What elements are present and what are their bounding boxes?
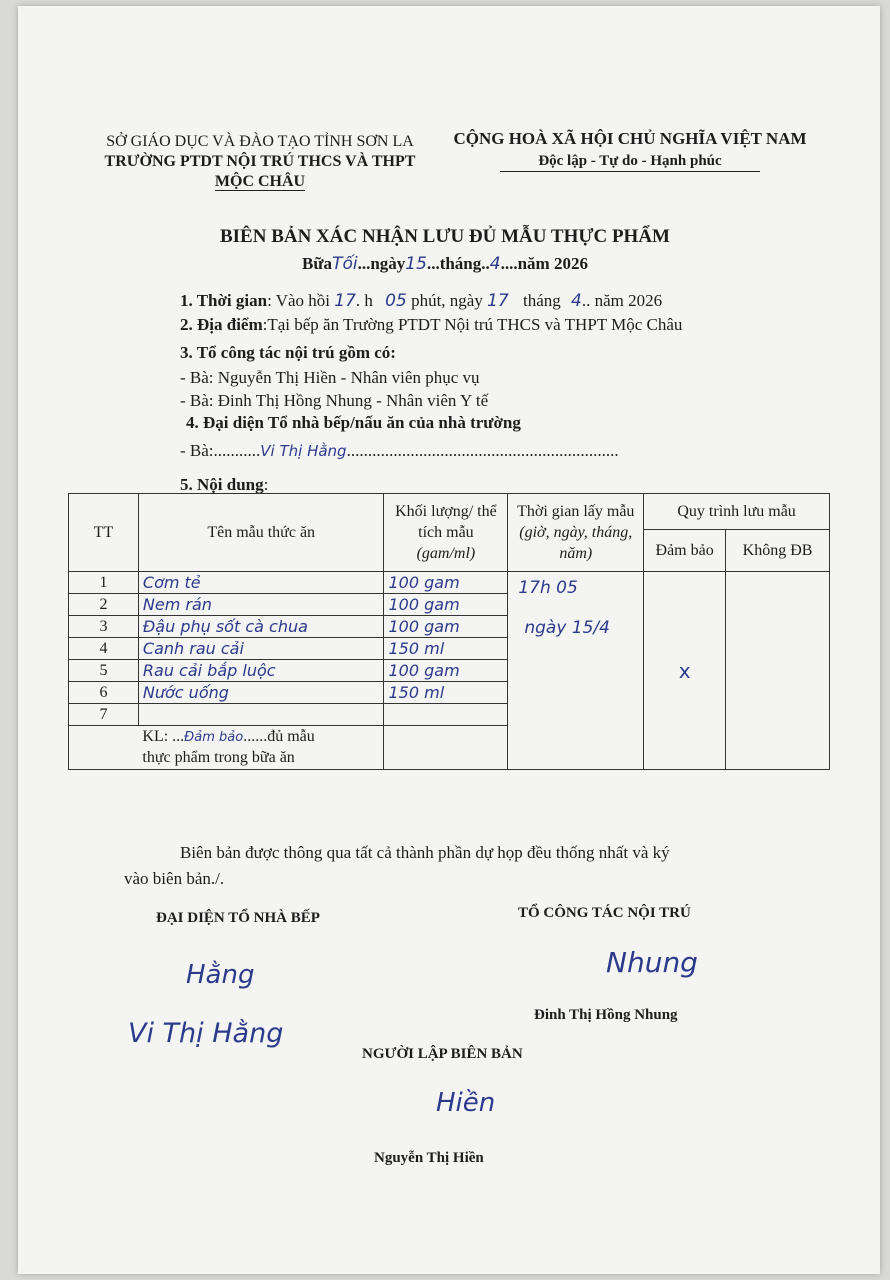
- row-weight: 150 ml: [384, 638, 508, 660]
- row-tt: 5: [69, 660, 139, 682]
- recorder-signer-name: Nguyễn Thị Hiền: [374, 1150, 484, 1166]
- sample-table: [68, 493, 830, 770]
- kitchen-rep-name: Vi Thị Hằng: [260, 442, 347, 460]
- recorder-sign-title: NGƯỜI LẬP BIÊN BẢN: [362, 1046, 523, 1062]
- time-hour: 17: [334, 291, 356, 311]
- col-header-time-text: Thời gian lấy mẫu: [517, 503, 635, 520]
- meal-value: Tối: [332, 254, 358, 274]
- conclusion-prefix: KL: ...: [142, 728, 185, 745]
- boarding-signer-name: Đinh Thị Hồng Nhung: [534, 1007, 678, 1023]
- row-tt: 6: [69, 682, 139, 704]
- time-minute: 05: [385, 291, 407, 311]
- time-text-c: phút, ngày: [411, 291, 483, 310]
- conclusion-line-1: [142, 727, 379, 748]
- row-weight: 100 gam: [384, 660, 508, 682]
- ok-cell: [644, 572, 726, 770]
- conclusion-blank: [69, 726, 139, 770]
- col-header-weight-text: Khối lượng/ thể tích mẫu: [395, 503, 497, 541]
- national-title: CỘNG HOÀ XÃ HỘI CHỦ NGHĨA VIỆT NAM: [453, 129, 807, 148]
- closing-line-2: vào biên bản./.: [124, 869, 225, 888]
- row-tt: 2: [69, 594, 139, 616]
- section-time: [180, 290, 662, 312]
- row-weight: 100 gam: [384, 616, 508, 638]
- team-member: - Bà: Nguyễn Thị Hiền - Nhân viên phục vụ: [180, 368, 480, 387]
- recorder-signature: Hiền: [436, 1088, 496, 1118]
- col-header-notok: Không ĐB: [726, 530, 830, 572]
- kitchen-rep-line: [180, 440, 619, 462]
- meal-day: 15: [405, 254, 427, 274]
- issuer-header: [60, 132, 460, 192]
- row-name: Cơm tẻ: [138, 572, 384, 594]
- issuer-school: TRƯỜNG PTDT NỘI TRÚ THCS VÀ THPT: [104, 153, 416, 170]
- conclusion-value: Đảm bảo: [184, 730, 244, 745]
- section-location-label: 2. Địa điểm: [180, 315, 263, 334]
- row-name: [138, 704, 384, 726]
- row-tt: 7: [69, 704, 139, 726]
- col-header-ok: Đảm bảo: [644, 530, 726, 572]
- meal-month-label: ...tháng..: [426, 254, 490, 273]
- col-header-name: Tên mẫu thức ăn: [138, 494, 384, 572]
- closing-line-1: Biên bản được thông qua tất cả thành phần dự họp đều thống nhất và ký: [180, 843, 670, 862]
- time-text-a: : Vào hồi: [267, 291, 331, 310]
- conclusion-cell: [138, 726, 384, 770]
- meal-day-label: ...ngày: [357, 254, 406, 273]
- issuer-location: MỘC CHÂU: [214, 173, 306, 190]
- section-time-label: 1. Thời gian: [180, 291, 268, 310]
- section-team-label: 3. Tổ công tác nội trú gồm có:: [180, 343, 396, 362]
- row-name: Rau cải bắp luộc: [138, 660, 384, 682]
- row-weight: 150 ml: [384, 682, 508, 704]
- row-tt: 3: [69, 616, 139, 638]
- row-weight: 100 gam: [384, 572, 508, 594]
- time-day: 17: [487, 291, 509, 311]
- section-kitchen-label: 4. Đại diện Tổ nhà bếp/nấu ăn của nhà trường: [186, 413, 521, 432]
- row-weight: [384, 704, 508, 726]
- ok-check-mark: x: [678, 658, 691, 683]
- meal-line: [0, 254, 890, 274]
- time-month: 4: [571, 291, 582, 311]
- row-name: Đậu phụ sốt cà chua: [138, 616, 384, 638]
- conclusion-line-2: thực phẩm trong bữa ăn: [142, 749, 295, 766]
- boarding-signature: Nhung: [606, 946, 698, 979]
- row-name: Canh rau cải: [138, 638, 384, 660]
- row-name: Nem rán: [138, 594, 384, 616]
- row-weight: 100 gam: [384, 594, 508, 616]
- document-title: BIÊN BẢN XÁC NHẬN LƯU ĐỦ MẪU THỰC PHẨM: [219, 226, 670, 247]
- time-text-e: .. năm 2026: [581, 291, 663, 310]
- time-cell: [508, 572, 644, 770]
- team-member: - Bà: Đinh Thị Hồng Nhung - Nhân viên Y tế: [180, 391, 489, 410]
- section-location-text: :Tại bếp ăn Trường PTDT Nội trú THCS và THPT Mộc Châu: [262, 315, 683, 334]
- row-tt: 4: [69, 638, 139, 660]
- national-motto-wrap: [440, 150, 820, 172]
- time-text-d: tháng: [522, 291, 561, 310]
- conclusion-weight-cell: [384, 726, 508, 770]
- time-value-2: ngày 15/4: [524, 618, 610, 638]
- meal-prefix: Bữa: [302, 254, 333, 273]
- section-content-label: 5. Nội dung: [180, 475, 264, 494]
- time-value-1: 17h 05: [518, 578, 578, 598]
- row-tt: 1: [69, 572, 139, 594]
- col-header-tt: TT: [69, 494, 139, 572]
- time-text-b: . h: [355, 291, 373, 310]
- meal-year-label: ....năm 2026: [500, 254, 588, 273]
- col-header-process: Quy trình lưu mẫu: [644, 494, 830, 530]
- kitchen-sign-title: ĐẠI DIỆN TỔ NHÀ BẾP: [156, 910, 320, 926]
- kitchen-rep-prefix: - Bà:: [180, 441, 214, 460]
- col-header-time-unit: (giờ, ngày, tháng, năm): [519, 524, 633, 562]
- col-header-weight-unit: (gam/ml): [416, 545, 476, 562]
- issuer-location-wrap: [60, 172, 460, 192]
- table-row: [69, 572, 830, 594]
- national-header: [440, 128, 820, 172]
- section-location: [180, 314, 682, 336]
- boarding-sign-title: TỔ CÔNG TÁC NỘI TRÚ: [518, 905, 691, 921]
- kitchen-signer-name: Vi Thị Hằng: [128, 1018, 284, 1049]
- kitchen-signature: Hằng: [186, 960, 255, 990]
- national-motto: Độc lập - Tự do - Hạnh phúc: [500, 153, 759, 172]
- kitchen-rep-dots-b: ................................................................: [346, 441, 619, 460]
- row-name: Nước uống: [138, 682, 384, 704]
- col-header-time: [508, 494, 644, 572]
- issuer-department: SỞ GIÁO DỤC VÀ ĐÀO TẠO TỈNH SƠN LA: [106, 133, 414, 150]
- conclusion-suffix: ......đủ mẫu: [243, 728, 315, 745]
- section-content-colon: :: [263, 475, 269, 494]
- kitchen-rep-dots-a: ...........: [213, 441, 261, 460]
- meal-month: 4: [489, 254, 501, 274]
- notok-cell: [726, 572, 830, 770]
- col-header-weight: [384, 494, 508, 572]
